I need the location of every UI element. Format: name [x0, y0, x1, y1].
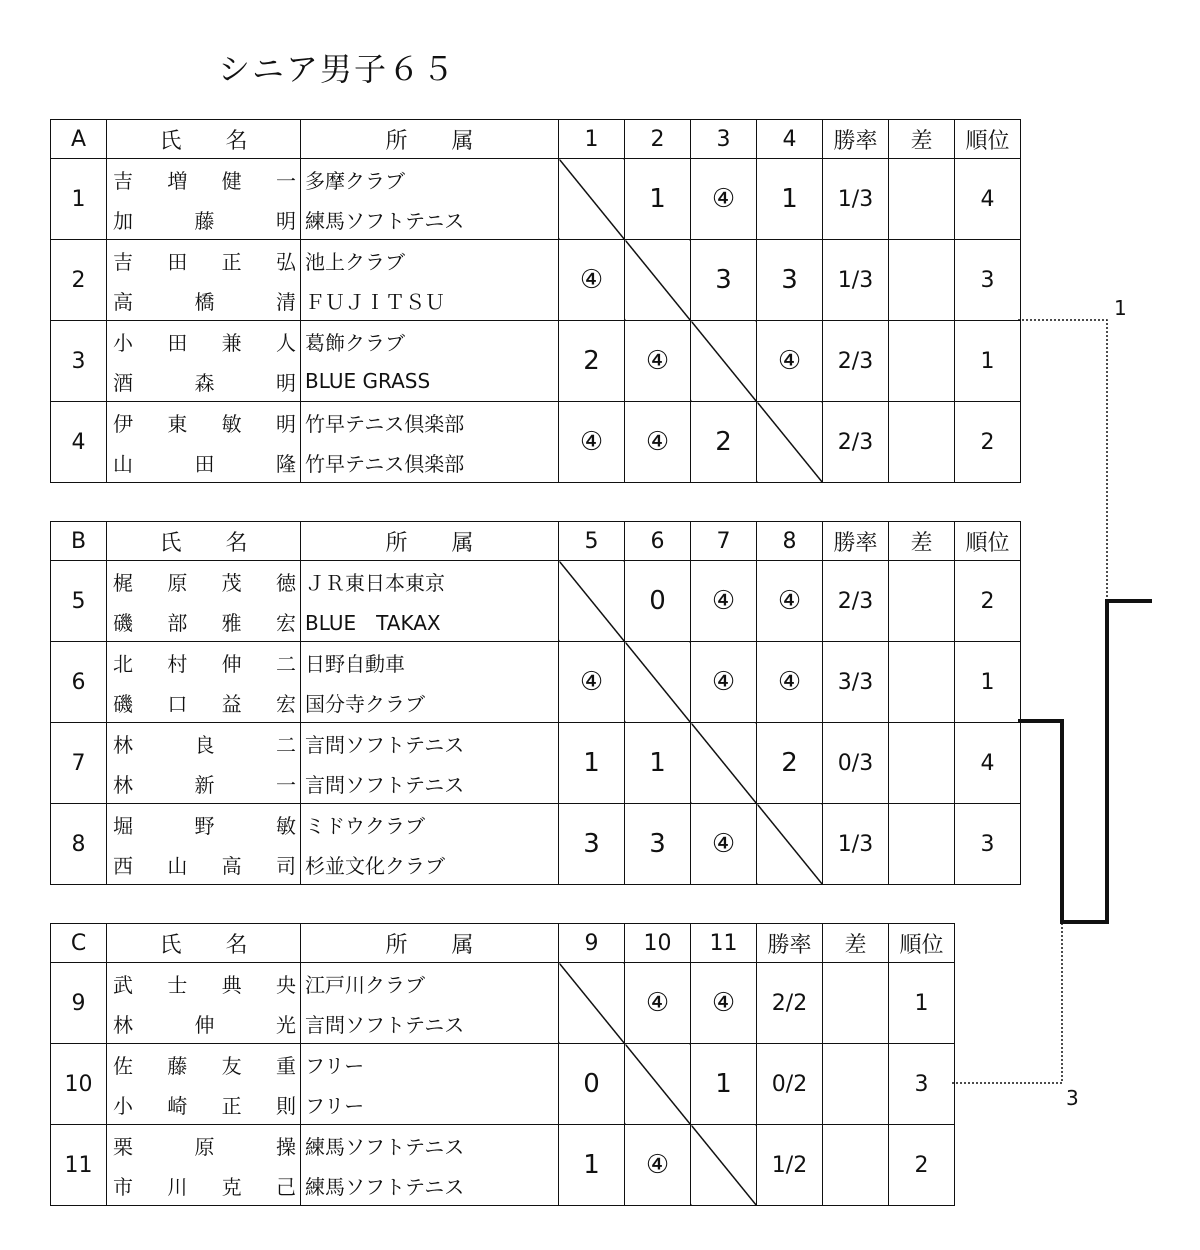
name-char: 佐 [113, 1053, 133, 1078]
name-char: 田 [194, 451, 215, 476]
affiliation: ミドウクラブ [305, 813, 425, 838]
name-char: 徳 [275, 570, 296, 595]
bracket-label-bottom: 3 [1066, 1086, 1079, 1110]
affiliation-header: 所 属 [301, 120, 559, 159]
name-char: 藤 [167, 1053, 188, 1078]
name-char: 小 [113, 1093, 133, 1118]
score-cell: ④ [625, 321, 691, 402]
score-cell: 0 [625, 561, 691, 642]
affiliation: 池上クラブ [305, 249, 405, 274]
rank: 1 [955, 642, 1021, 723]
score-cell: ④ [757, 642, 823, 723]
name-char: 二 [276, 732, 296, 757]
name-char: 東 [167, 411, 188, 436]
score-cell: 1 [559, 1125, 625, 1206]
score-cell: ④ [691, 561, 757, 642]
name-char: 吉 [113, 168, 133, 193]
name-char: 二 [275, 651, 296, 676]
name-char: 人 [275, 330, 296, 355]
name-header: 氏 名 [107, 924, 301, 963]
difference-header: 差 [889, 522, 955, 561]
rank-header: 順位 [955, 120, 1021, 159]
name-char: 良 [194, 732, 215, 757]
win-rate: 2/3 [823, 402, 889, 483]
bracket-line-c [952, 922, 1062, 1083]
name-char: 重 [275, 1053, 296, 1078]
rank: 1 [955, 321, 1021, 402]
name-char: 磯 [113, 691, 133, 716]
name-char: 田 [167, 330, 188, 355]
win-rate: 2/3 [823, 321, 889, 402]
score-cell: 1 [625, 159, 691, 240]
rank: 1 [889, 963, 955, 1044]
name-char: 明 [276, 208, 296, 233]
column-header: 10 [625, 924, 691, 963]
pair-number: 10 [51, 1044, 107, 1125]
win-rate: 2/2 [757, 963, 823, 1044]
pair-number: 2 [51, 240, 107, 321]
pair-number: 8 [51, 804, 107, 885]
affiliation: 葛飾クラブ [305, 330, 405, 355]
name-char: 藤 [194, 208, 215, 233]
affiliation: フリー [305, 1093, 365, 1118]
pair-number: 3 [51, 321, 107, 402]
name-char: 克 [221, 1174, 242, 1199]
pair-number: 7 [51, 723, 107, 804]
score-cell: 1 [559, 723, 625, 804]
win-rate: 0/3 [823, 723, 889, 804]
name-char: 山 [167, 853, 188, 878]
name-char: 雅 [221, 610, 242, 635]
score-cell: ④ [559, 402, 625, 483]
name-char: 吉 [113, 249, 133, 274]
name-char: 林 [113, 1012, 133, 1037]
win-rate: 1/3 [823, 804, 889, 885]
name-char: 高 [113, 289, 133, 314]
name-char: 一 [275, 168, 296, 193]
score-cell: 1 [691, 1044, 757, 1125]
name-char: 西 [113, 853, 133, 878]
name-char: 原 [194, 1134, 215, 1159]
column-header: 8 [757, 522, 823, 561]
name-char: 典 [221, 972, 242, 997]
group-label: C [51, 924, 107, 963]
rank: 2 [955, 561, 1021, 642]
name-char: 健 [221, 168, 242, 193]
column-header: 4 [757, 120, 823, 159]
column-header: 9 [559, 924, 625, 963]
score-cell: ④ [757, 561, 823, 642]
score-cell: 3 [625, 804, 691, 885]
name-char: 田 [167, 249, 188, 274]
name-char: 林 [113, 732, 133, 757]
score-cell: ④ [559, 240, 625, 321]
rank: 4 [955, 159, 1021, 240]
affiliation: 杉並文化クラブ [305, 853, 445, 878]
name-char: 磯 [113, 610, 133, 635]
name-char: 川 [167, 1174, 188, 1199]
score-cell: ④ [625, 1125, 691, 1206]
rank: 4 [955, 723, 1021, 804]
win-rate-header: 勝率 [823, 522, 889, 561]
name-char: 小 [113, 330, 133, 355]
win-rate: 1/3 [823, 159, 889, 240]
name-char: 一 [276, 772, 296, 797]
affiliation: 練馬ソフトテニス [305, 1174, 465, 1199]
name-char: 原 [167, 570, 188, 595]
affiliation: 言問ソフトテニス [305, 732, 465, 757]
name-char: 村 [167, 651, 188, 676]
name-char: 宏 [275, 691, 296, 716]
name-char: 正 [221, 1093, 242, 1118]
name-char: 正 [221, 249, 242, 274]
difference-header: 差 [823, 924, 889, 963]
affiliation: ＦＵＪＩＴＳＵ [305, 289, 445, 314]
affiliation: 練馬ソフトテニス [305, 208, 465, 233]
affiliation: BLUE GRASS [305, 369, 431, 393]
score-cell: 0 [559, 1044, 625, 1125]
name-char: 新 [194, 772, 215, 797]
name-char: 酒 [113, 370, 133, 395]
affiliation: 江戸川クラブ [305, 972, 425, 997]
column-header: 6 [625, 522, 691, 561]
score-cell: ④ [625, 402, 691, 483]
score-cell: ④ [625, 963, 691, 1044]
name-char: 士 [167, 972, 188, 997]
name-char: 増 [167, 168, 188, 193]
name-char: 部 [167, 610, 188, 635]
name-char: 明 [276, 370, 296, 395]
name-char: 隆 [276, 451, 296, 476]
pair-number: 6 [51, 642, 107, 723]
name-char: 友 [221, 1053, 242, 1078]
name-char: 弘 [275, 249, 296, 274]
name-header: 氏 名 [107, 522, 301, 561]
name-char: 明 [275, 411, 296, 436]
affiliation: BLUE TAKAX [305, 610, 441, 635]
win-rate: 1/3 [823, 240, 889, 321]
group-label: B [51, 522, 107, 561]
name-char: 武 [113, 972, 133, 997]
name-char: 司 [275, 853, 296, 878]
name-char: 敏 [276, 813, 296, 838]
affiliation: 竹早テニス倶楽部 [305, 411, 465, 436]
score-cell: ④ [691, 159, 757, 240]
score-cell: ④ [691, 963, 757, 1044]
name-char: 己 [275, 1174, 296, 1199]
name-char: 野 [194, 813, 215, 838]
name-char: 操 [276, 1134, 296, 1159]
name-char: 宏 [275, 610, 296, 635]
name-char: 伸 [194, 1012, 215, 1037]
win-rate-header: 勝率 [757, 924, 823, 963]
name-char: 光 [276, 1012, 296, 1037]
name-char: 堀 [113, 813, 133, 838]
bracket-line-b [1018, 601, 1152, 922]
name-char: 崎 [167, 1093, 188, 1118]
affiliation: 国分寺クラブ [305, 691, 425, 716]
name-char: 北 [113, 651, 133, 676]
rank-header: 順位 [889, 924, 955, 963]
page-title: シニア男子６５ [218, 50, 457, 88]
pair-number: 4 [51, 402, 107, 483]
name-char: 橋 [194, 289, 215, 314]
rank: 3 [889, 1044, 955, 1125]
affiliation-header: 所 属 [301, 522, 559, 561]
name-char: 森 [194, 370, 215, 395]
score-cell: ④ [691, 642, 757, 723]
score-cell: 1 [625, 723, 691, 804]
affiliation: フリー [305, 1053, 365, 1078]
name-char: 兼 [221, 330, 242, 355]
name-char: 清 [276, 289, 296, 314]
column-header: 5 [559, 522, 625, 561]
score-cell: ④ [559, 642, 625, 723]
name-char: 山 [113, 451, 133, 476]
score-cell: 3 [757, 240, 823, 321]
affiliation: 言問ソフトテニス [305, 772, 465, 797]
column-header: 11 [691, 924, 757, 963]
group-label: A [51, 120, 107, 159]
pair-number: 9 [51, 963, 107, 1044]
pair-number: 5 [51, 561, 107, 642]
win-rate-header: 勝率 [823, 120, 889, 159]
affiliation: 言問ソフトテニス [305, 1012, 465, 1037]
score-cell: 1 [757, 159, 823, 240]
win-rate: 0/2 [757, 1044, 823, 1125]
win-rate: 2/3 [823, 561, 889, 642]
affiliation: ＪＲ東日本東京 [305, 570, 445, 595]
score-cell: 3 [559, 804, 625, 885]
score-cell: 2 [757, 723, 823, 804]
column-header: 3 [691, 120, 757, 159]
score-cell: ④ [757, 321, 823, 402]
name-char: 伊 [113, 411, 133, 436]
column-header: 7 [691, 522, 757, 561]
bracket-label-top: 1 [1114, 296, 1127, 320]
name-char: 林 [113, 772, 133, 797]
affiliation: 日野自動車 [305, 651, 405, 676]
name-char: 栗 [113, 1134, 133, 1159]
score-cell: 2 [691, 402, 757, 483]
name-char: 茂 [221, 570, 242, 595]
name-char: 央 [275, 972, 296, 997]
rank: 2 [889, 1125, 955, 1206]
bracket-line-a [1018, 320, 1107, 601]
name-char: 伸 [221, 651, 242, 676]
name-char: 梶 [113, 570, 133, 595]
name-char: 加 [113, 208, 133, 233]
affiliation-header: 所 属 [301, 924, 559, 963]
rank: 2 [955, 402, 1021, 483]
name-char: 口 [167, 691, 188, 716]
win-rate: 3/3 [823, 642, 889, 723]
affiliation: 竹早テニス倶楽部 [305, 451, 465, 476]
column-header: 1 [559, 120, 625, 159]
rank: 3 [955, 240, 1021, 321]
score-cell: 2 [559, 321, 625, 402]
name-char: 市 [113, 1174, 133, 1199]
rank: 3 [955, 804, 1021, 885]
affiliation: 多摩クラブ [305, 168, 405, 193]
difference-header: 差 [889, 120, 955, 159]
pair-number: 11 [51, 1125, 107, 1206]
name-char: 高 [221, 853, 242, 878]
pair-number: 1 [51, 159, 107, 240]
win-rate: 1/2 [757, 1125, 823, 1206]
name-char: 則 [275, 1093, 296, 1118]
score-cell: ④ [691, 804, 757, 885]
name-char: 敏 [221, 411, 242, 436]
name-header: 氏 名 [107, 120, 301, 159]
score-cell: 3 [691, 240, 757, 321]
affiliation: 練馬ソフトテニス [305, 1134, 465, 1159]
rank-header: 順位 [955, 522, 1021, 561]
column-header: 2 [625, 120, 691, 159]
name-char: 益 [221, 691, 242, 716]
